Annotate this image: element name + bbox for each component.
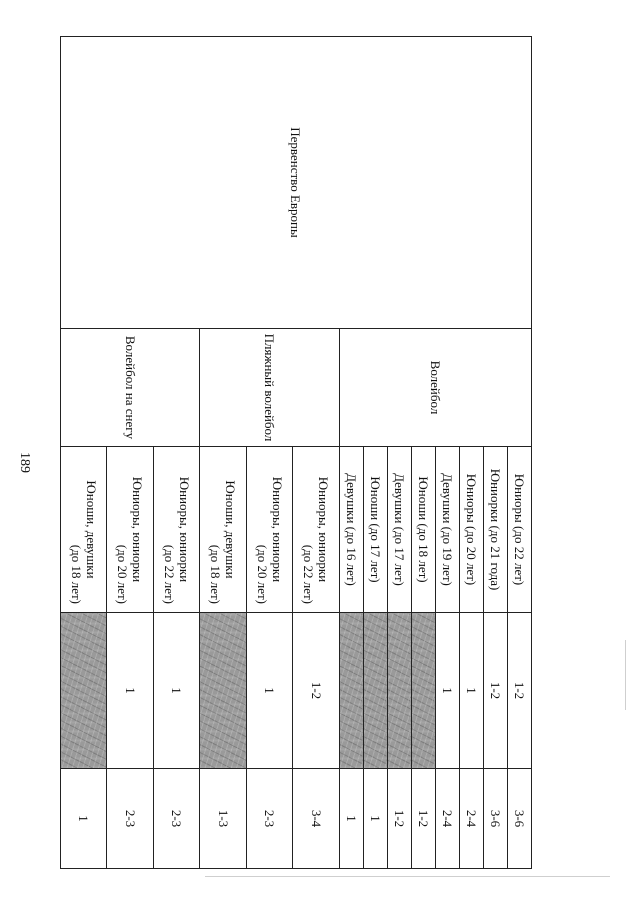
shaded-value-cell (340, 613, 364, 769)
value-cell: 1 (436, 613, 460, 769)
category-line2: (до 18 лет) (68, 544, 84, 604)
shaded-value-cell (61, 613, 108, 769)
value-cell: 1 (247, 613, 294, 769)
range-cell: 2-4 (436, 769, 460, 869)
category-line1: Юноши, девушки (223, 480, 239, 579)
category-cell: Девушки (до 19 лет) (436, 447, 460, 613)
rotated-table-container (60, 36, 532, 868)
category-line1: Юноши, девушки (83, 480, 99, 579)
value-cell: 1-2 (508, 613, 532, 769)
scan-line-bottom (205, 876, 610, 877)
category-cell: Юноши (до 17 лет) (364, 447, 388, 613)
category-cell (61, 447, 108, 613)
table-row (508, 37, 532, 869)
category-cell (107, 447, 154, 613)
range-cell: 1-2 (388, 769, 412, 869)
category-line2: (до 20 лет) (254, 544, 270, 604)
value-cell: 1 (107, 613, 154, 769)
category-cell: Девушки (до 16 лет) (340, 447, 364, 613)
shaded-value-cell (364, 613, 388, 769)
category-cell (200, 447, 247, 613)
sport-cell: Пляжный волейбол (200, 329, 340, 447)
category-line1: Юниоры, юниорки (176, 476, 192, 583)
category-cell: Юниоры (до 22 лет) (508, 447, 532, 613)
category-cell: Девушки (до 17 лет) (388, 447, 412, 613)
category-line2: (до 18 лет) (208, 544, 224, 604)
value-cell: 1 (154, 613, 201, 769)
category-line1: Юниоры, юниорки (316, 476, 332, 583)
category-line1: Юниоры, юниорки (269, 476, 285, 583)
range-cell: 1 (364, 769, 388, 869)
category-line2: (до 20 лет) (115, 544, 131, 604)
category-cell (247, 447, 294, 613)
range-cell: 2-3 (154, 769, 201, 869)
shaded-value-cell (388, 613, 412, 769)
range-cell: 1-2 (412, 769, 436, 869)
value-cell: 1-2 (293, 613, 340, 769)
range-cell: 2-4 (460, 769, 484, 869)
sport-cell: Волейбол на снегу (61, 329, 201, 447)
range-cell: 1 (340, 769, 364, 869)
shaded-value-cell (200, 613, 247, 769)
range-cell: 3-4 (293, 769, 340, 869)
range-cell: 2-3 (247, 769, 294, 869)
category-cell: Юноши (до 18 лет) (412, 447, 436, 613)
range-cell: 3-6 (484, 769, 508, 869)
competition-cell: Первенство Европы (61, 37, 532, 329)
value-cell: 1-2 (484, 613, 508, 769)
range-cell: 2-3 (107, 769, 154, 869)
category-line2: (до 22 лет) (161, 544, 177, 604)
value-cell: 1 (460, 613, 484, 769)
category-line2: (до 22 лет) (301, 544, 317, 604)
scan-line-right (625, 640, 626, 710)
ranking-table (60, 36, 532, 869)
range-cell: 3-6 (508, 769, 532, 869)
category-cell (293, 447, 340, 613)
category-cell: Юниоры (до 20 лет) (460, 447, 484, 613)
category-cell (154, 447, 201, 613)
page-number: 189 (17, 452, 32, 473)
category-line1: Юниоры, юниорки (130, 476, 146, 583)
category-cell: Юниорки (до 21 года) (484, 447, 508, 613)
range-cell: 1-3 (200, 769, 247, 869)
range-cell: 1 (61, 769, 108, 869)
shaded-value-cell (412, 613, 436, 769)
sport-cell: Волейбол (340, 329, 532, 447)
